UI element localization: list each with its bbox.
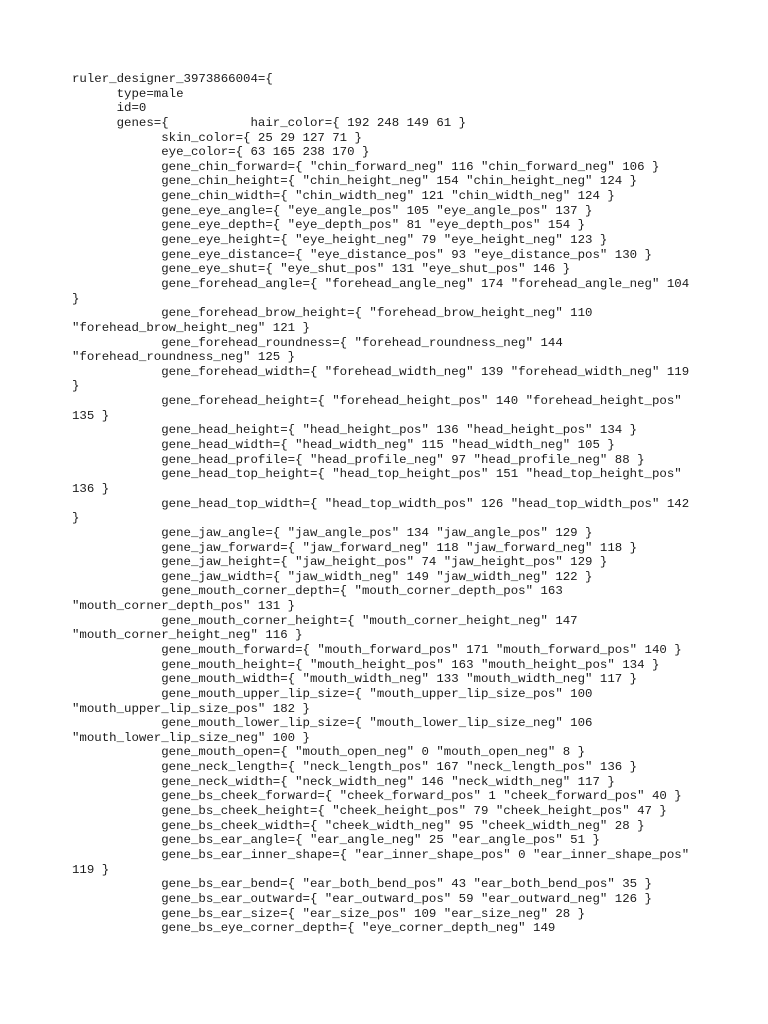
- text-line: "forehead_brow_height_neg" 121 }: [72, 320, 310, 335]
- text-line: gene_head_top_height={ "head_top_height_pos" 151 "head_top_height_pos": [72, 467, 682, 482]
- text-line: gene_jaw_height={ "jaw_height_pos" 74 "jaw_height_pos" 129 }: [72, 555, 608, 570]
- text-line: type=male: [72, 86, 184, 101]
- text-line: 135 }: [72, 408, 110, 423]
- text-line: gene_bs_eye_corner_depth={ "eye_corner_depth_neg" 149: [72, 921, 556, 936]
- text-line: gene_mouth_height={ "mouth_height_pos" 163 "mouth_height_pos" 134 }: [72, 657, 660, 672]
- text-line: skin_color={ 25 29 127 71 }: [72, 130, 362, 145]
- text-line: }: [72, 291, 80, 306]
- text-line: gene_forehead_angle={ "forehead_angle_neg" 174 "forehead_angle_neg" 104: [72, 276, 690, 291]
- document-text: [72, 72, 702, 936]
- text-line: gene_bs_ear_inner_shape={ "ear_inner_shape_pos" 0 "ear_inner_shape_pos": [72, 847, 690, 862]
- text-line: gene_chin_height={ "chin_height_neg" 154 "chin_height_neg" 124 }: [72, 174, 638, 189]
- text-line: gene_bs_ear_angle={ "ear_angle_neg" 25 "ear_angle_pos" 51 }: [72, 833, 600, 848]
- text-line: gene_eye_angle={ "eye_angle_pos" 105 "eye_angle_pos" 137 }: [72, 203, 593, 218]
- text-line: genes={ hair_color={ 192 248 149 61 }: [72, 115, 467, 130]
- text-line: gene_head_profile={ "head_profile_neg" 97 "head_profile_neg" 88 }: [72, 452, 645, 467]
- text-line: gene_eye_height={ "eye_height_neg" 79 "eye_height_neg" 123 }: [72, 233, 608, 248]
- text-line: gene_forehead_roundness={ "forehead_roundness_neg" 144: [72, 335, 563, 350]
- text-line: gene_bs_ear_size={ "ear_size_pos" 109 "ear_size_neg" 28 }: [72, 906, 586, 921]
- text-line: gene_bs_cheek_forward={ "cheek_forward_pos" 1 "cheek_forward_pos" 40 }: [72, 789, 682, 804]
- text-line: gene_head_top_width={ "head_top_width_pos" 126 "head_top_width_pos" 142: [72, 496, 690, 511]
- text-line: "mouth_upper_lip_size_pos" 182 }: [72, 701, 310, 716]
- text-line: gene_jaw_forward={ "jaw_forward_neg" 118 "jaw_forward_neg" 118 }: [72, 540, 638, 555]
- text-line: "mouth_corner_height_neg" 116 }: [72, 628, 303, 643]
- text-line: gene_eye_shut={ "eye_shut_pos" 131 "eye_shut_pos" 146 }: [72, 262, 571, 277]
- text-line: gene_bs_ear_outward={ "ear_outward_pos" 59 "ear_outward_neg" 126 }: [72, 891, 652, 906]
- text-line: gene_chin_width={ "chin_width_neg" 121 "chin_width_neg" 124 }: [72, 189, 615, 204]
- text-line: gene_eye_depth={ "eye_depth_pos" 81 "eye_depth_pos" 154 }: [72, 218, 586, 233]
- text-line: gene_mouth_upper_lip_size={ "mouth_upper_lip_size_pos" 100: [72, 686, 593, 701]
- text-line: gene_neck_width={ "neck_width_neg" 146 "neck_width_neg" 117 }: [72, 774, 615, 789]
- text-line: gene_chin_forward={ "chin_forward_neg" 116 "chin_forward_neg" 106 }: [72, 159, 660, 174]
- text-line: gene_head_width={ "head_width_neg" 115 "head_width_neg" 105 }: [72, 438, 615, 453]
- text-line: gene_forehead_width={ "forehead_width_neg" 139 "forehead_width_neg" 119: [72, 364, 690, 379]
- text-line: "mouth_corner_depth_pos" 131 }: [72, 599, 296, 614]
- text-line: id=0: [72, 101, 147, 116]
- text-line: gene_forehead_brow_height={ "forehead_brow_height_neg" 110: [72, 306, 593, 321]
- text-line: gene_mouth_width={ "mouth_width_neg" 133 "mouth_width_neg" 117 }: [72, 672, 638, 687]
- text-line: gene_bs_ear_bend={ "ear_both_bend_pos" 43 "ear_both_bend_pos" 35 }: [72, 877, 652, 892]
- text-line: gene_neck_length={ "neck_length_pos" 167 "neck_length_pos" 136 }: [72, 760, 638, 775]
- text-line: eye_color={ 63 165 238 170 }: [72, 145, 370, 160]
- text-line: gene_mouth_lower_lip_size={ "mouth_lower_lip_size_neg" 106: [72, 716, 593, 731]
- text-line: 136 }: [72, 481, 110, 496]
- text-line: gene_bs_cheek_height={ "cheek_height_pos" 79 "cheek_height_pos" 47 }: [72, 804, 667, 819]
- text-line: gene_eye_distance={ "eye_distance_pos" 93 "eye_distance_pos" 130 }: [72, 247, 652, 262]
- text-line: gene_forehead_height={ "forehead_height_pos" 140 "forehead_height_pos": [72, 394, 682, 409]
- text-line: gene_mouth_forward={ "mouth_forward_pos" 171 "mouth_forward_pos" 140 }: [72, 642, 682, 657]
- text-line: "forehead_roundness_neg" 125 }: [72, 350, 296, 365]
- text-line: }: [72, 379, 80, 394]
- text-line: gene_jaw_angle={ "jaw_angle_pos" 134 "jaw_angle_pos" 129 }: [72, 525, 593, 540]
- text-line: gene_head_height={ "head_height_pos" 136 "head_height_pos" 134 }: [72, 423, 638, 438]
- text-line: gene_mouth_corner_height={ "mouth_corner_height_neg" 147: [72, 613, 578, 628]
- text-line: }: [72, 511, 80, 526]
- text-line: gene_mouth_corner_depth={ "mouth_corner_depth_pos" 163: [72, 584, 563, 599]
- text-line: ruler_designer_3973866004={: [72, 72, 273, 86]
- text-line: "mouth_lower_lip_size_neg" 100 }: [72, 730, 310, 745]
- text-line: gene_bs_cheek_width={ "cheek_width_neg" 95 "cheek_width_neg" 28 }: [72, 818, 645, 833]
- text-line: 119 }: [72, 862, 110, 877]
- text-line: gene_jaw_width={ "jaw_width_neg" 149 "jaw_width_neg" 122 }: [72, 569, 593, 584]
- text-line: gene_mouth_open={ "mouth_open_neg" 0 "mouth_open_neg" 8 }: [72, 745, 586, 760]
